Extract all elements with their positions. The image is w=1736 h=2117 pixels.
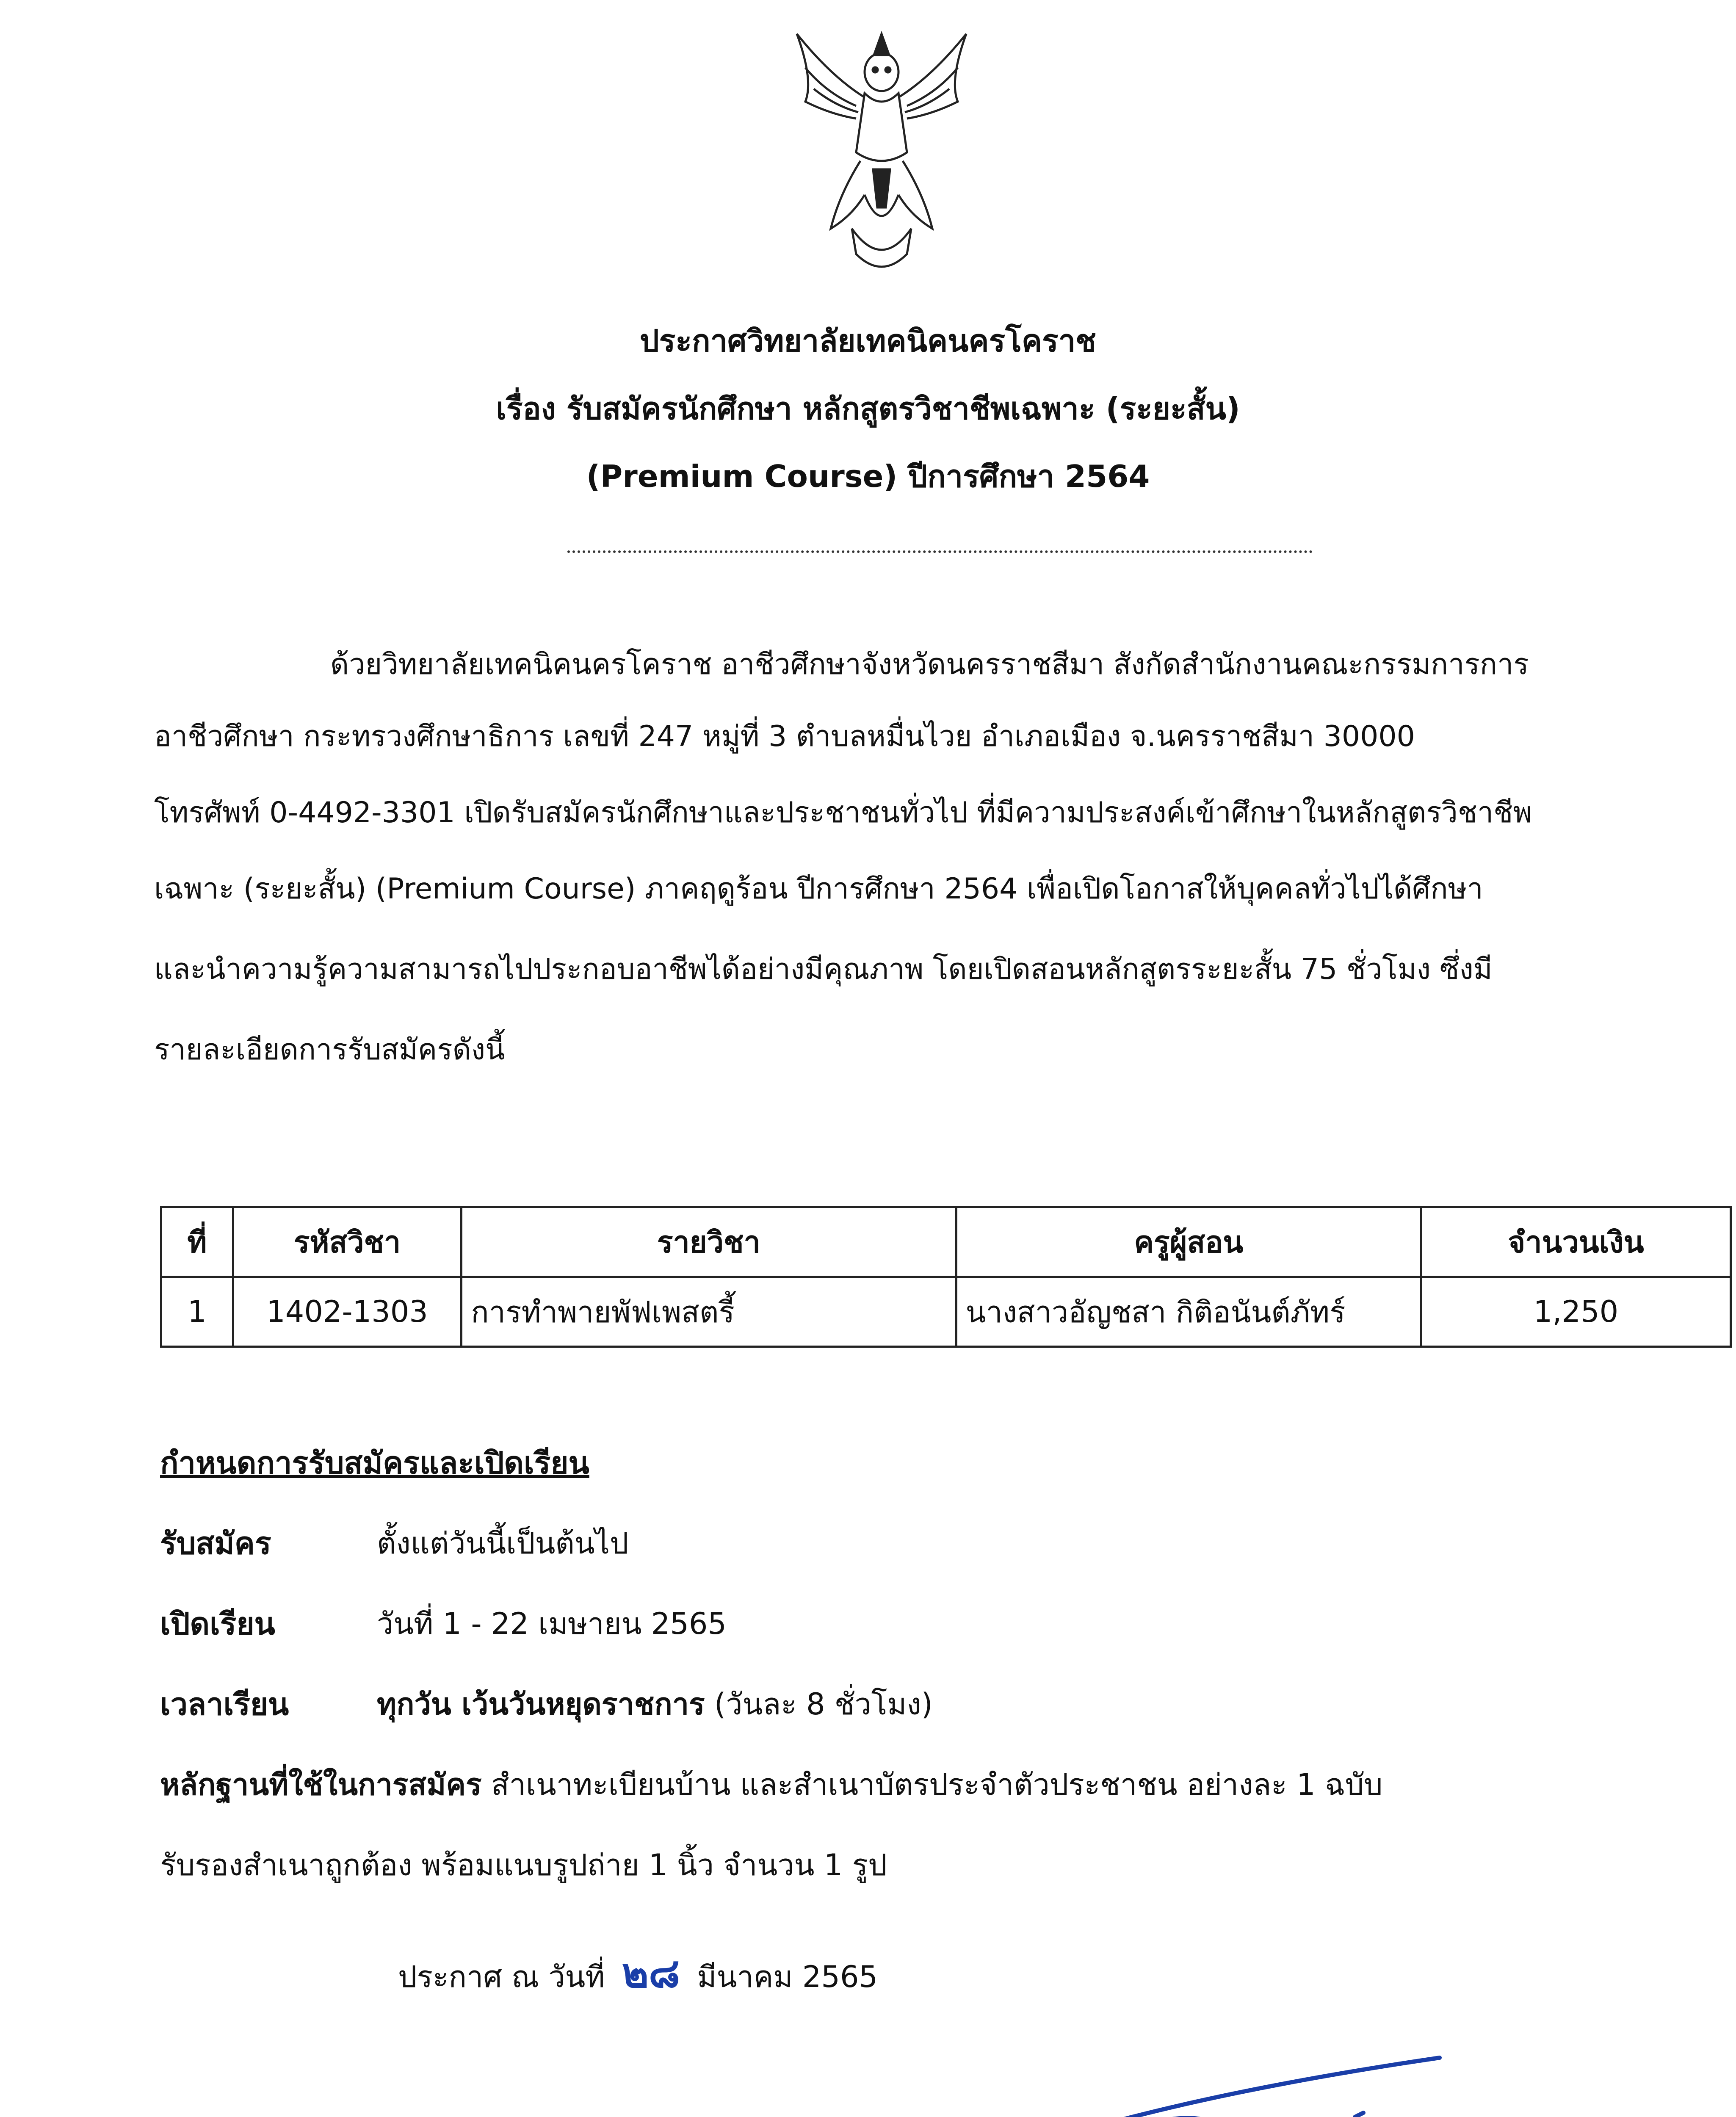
body-line: และนำความรู้ความสามารถไปประกอบอาชีพได้อย่างมีคุณภาพ โดยเปิดสอนหลักสูตรระยะสั้น 75 ชั่วโมง ซึ่งมี xyxy=(154,953,1493,986)
col-header-teacher: ครูผู้สอน xyxy=(956,1207,1421,1277)
body-line: เฉพาะ (ระยะสั้น) (Premium Course) ภาคฤดูร้อน ปีการศึกษา 2564 เพื่อเปิดโอกาสให้บุคคลทั่วไปได้ศึกษา xyxy=(154,872,1483,906)
time-value xyxy=(377,1681,933,1727)
cell-code: 1402-1303 xyxy=(233,1277,461,1347)
col-header-code: รหัสวิชา xyxy=(233,1207,461,1277)
time-value-note: (วันละ 8 ชั่วโมง) xyxy=(714,1687,933,1722)
col-header-no: ที่ xyxy=(161,1207,233,1277)
col-header-amount: จำนวนเงิน xyxy=(1421,1207,1730,1277)
apply-value: ตั้งแต่วันนี้เป็นต้นไป xyxy=(377,1526,629,1561)
table-header-row xyxy=(161,1207,1731,1277)
signature-mark xyxy=(982,2041,1448,2117)
announce-suffix: มีนาคม 2565 xyxy=(697,1959,878,1994)
evidence-value: สำเนาทะเบียนบ้าน และสำเนาบัตรประจำตัวประชาชน อย่างละ 1 ฉบับ xyxy=(491,1767,1383,1802)
body-line: รายละเอียดการรับสมัครดังนี้ xyxy=(154,1033,505,1067)
body-line: ด้วยวิทยาลัยเทคนิคนครโคราช อาชีวศึกษาจังหวัดนครราชสีมา สังกัดสำนักงานคณะกรรมการการ xyxy=(330,648,1529,681)
time-value-days: ทุกวัน เว้นวันหยุดราชการ xyxy=(377,1687,705,1722)
schedule-title: กำหนดการรับสมัครและเปิดเรียน xyxy=(160,1445,589,1481)
course-table xyxy=(160,1206,1732,1348)
announce-day-handwritten: ๒๘ xyxy=(622,1949,680,1997)
table-row xyxy=(161,1277,1731,1347)
open-value: วันที่ 1 - 22 เมษายน 2565 xyxy=(377,1606,727,1641)
evidence-label: หลักฐานที่ใช้ในการสมัคร xyxy=(160,1767,482,1802)
announcement-subject: เรื่อง รับสมัครนักศึกษา หลักสูตรวิชาชีพเฉพาะ (ระยะสั้น) xyxy=(496,391,1240,426)
evidence-line-2: รับรองสำเนาถูกต้อง พร้อมแนบรูปถ่าย 1 นิ้ว จำนวน 1 รูป xyxy=(160,1848,887,1882)
body-line: อาชีวศึกษา กระทรวงศึกษาธิการ เลขที่ 247 หมู่ที่ 3 ตำบลหมื่นไวย อำเภอเมือง จ.นครราชสีมา 30000 xyxy=(154,720,1415,753)
cell-amount: 1,250 xyxy=(1421,1277,1730,1347)
col-header-subject: รายวิชา xyxy=(462,1207,956,1277)
evidence-line xyxy=(160,1761,1382,1808)
apply-label: รับสมัคร xyxy=(160,1526,271,1561)
cell-no: 1 xyxy=(161,1277,233,1347)
announcement-title: ประกาศวิทยาลัยเทคนิคนครโคราช xyxy=(639,323,1097,359)
open-label: เปิดเรียน xyxy=(160,1606,275,1642)
cell-teacher: นางสาวอัญชสา กิติอนันต์ภัทร์ xyxy=(956,1277,1421,1347)
body-line: โทรศัพท์ 0-4492-3301 เปิดรับสมัครนักศึกษาและประชาชนทั่วไป ที่มีความประสงค์เข้าศึกษาในหลักสูตรวิชาชีพ xyxy=(154,796,1532,829)
dotted-separator xyxy=(567,550,1313,553)
announce-prefix: ประกาศ ณ วันที่ xyxy=(398,1959,605,1994)
garuda-emblem xyxy=(780,17,983,288)
cell-subject: การทำพายพัฟเพสตรี้ xyxy=(462,1277,956,1347)
announce-date xyxy=(398,1948,878,2002)
time-label: เวลาเรียน xyxy=(160,1686,289,1722)
announcement-course-year: (Premium Course) ปีการศึกษา 2564 xyxy=(586,459,1150,494)
